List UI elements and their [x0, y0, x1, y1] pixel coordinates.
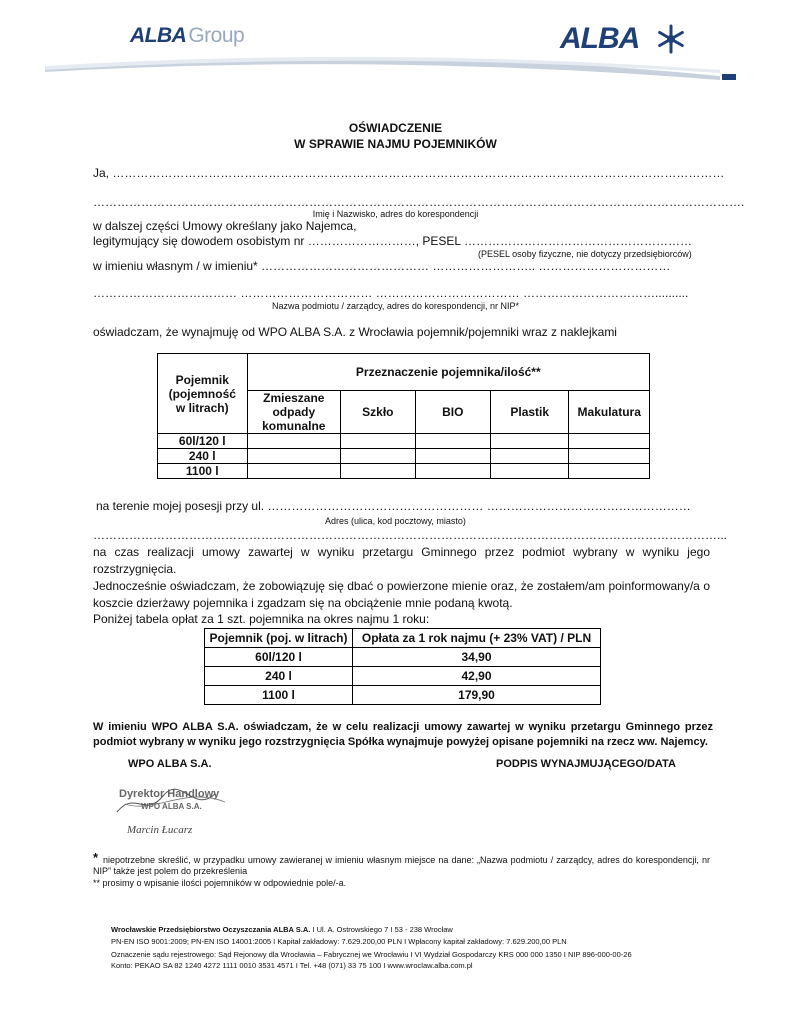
- footer-line-4: Konto: PEKAO SA 82 1240 4272 1111 0010 3531 4571 I Tel. +48 (071) 33 75 100 I www.wroclaw.alba.com.pl: [111, 961, 473, 970]
- document-title: OŚWIADCZENIE: [348, 121, 443, 135]
- note-1: niepotrzebne skreślić, w przypadku umowy zawieranej w imieniu własnym miejsce na dane: „Nazwa podmiotu / zarządcy, adres do korespondencji, nr NIP” także jest polem do przekreślenia: [93, 855, 710, 876]
- footer-address: I Ul. A. Ostrowskiego 7 I 53 - 238 Wrocław: [312, 925, 453, 934]
- fees-header-container: Pojemnik (poj. w litrach): [205, 629, 353, 648]
- stamp-title: Dyrektor Handlowy: [119, 788, 220, 800]
- qty-cell[interactable]: [491, 464, 569, 479]
- alba-group-logo: [130, 24, 244, 48]
- id-pesel-field[interactable]: legitymujący się dowodem osobistym nr ………………………, PESEL …………………………………………………: [93, 234, 692, 248]
- table-row: 1100 l 179,90: [205, 686, 601, 705]
- footer-line-2: PN-EN ISO 9001:2009; PN-EN ISO 14001:2005 I Kapitał zakładowy: 7.629.200,00 PLN I Wpłacony kapitał zakładowy: 7.629.200,00 PLN: [111, 937, 567, 946]
- qty-cell[interactable]: [247, 464, 341, 479]
- table-row: 1100 l: [158, 464, 650, 479]
- fee-table-intro: Poniżej tabela opłat za 1 szt. pojemnika na okres najmu 1 roku:: [93, 612, 430, 626]
- qty-cell[interactable]: [341, 434, 415, 449]
- table-row: 240 l: [158, 449, 650, 464]
- subcol-mixed: Zmieszane odpady komunalne: [247, 391, 341, 434]
- handwritten-signature-icon: [115, 784, 235, 824]
- table-row: 240 l 42,90: [205, 667, 601, 686]
- closing-statement: W imieniu WPO ALBA S.A. oświadczam, że w celu realizacji umowy zawartej w wyniku przetargu Gminnego przez podmiot wybrany w wyniku jego rozstrzygnięcia Spółka wynajmuje powyżej opisane pojemniki na rzecz ww. Najemcy.: [93, 721, 713, 748]
- header-swoosh: [0, 48, 791, 98]
- col-container-header: Pojemnik (pojemność w litrach): [158, 354, 248, 434]
- paragraph-realization: na czas realizacji umowy zawartej w wyniku przetargu Gminnego przez podmiot wybrany w wyniku jego rozstrzygnięcia.: [93, 545, 710, 576]
- table-row: 60l/120 l: [158, 434, 650, 449]
- document-subtitle: W SPRAWIE NAJMU POJEMNIKÓW: [294, 137, 497, 151]
- subcol-bio: BIO: [415, 391, 490, 434]
- qty-cell[interactable]: [415, 449, 490, 464]
- qty-cell[interactable]: [491, 449, 569, 464]
- footer-line-1: [111, 925, 453, 934]
- qty-cell[interactable]: [247, 434, 341, 449]
- name-dots-field[interactable]: ……………………………………………………………………………………………………………………………………………….: [93, 195, 745, 209]
- qty-cell[interactable]: [341, 464, 415, 479]
- fees-table: [204, 628, 601, 705]
- podmiot-dots-field[interactable]: ……………………………… …………………………… ……………………………… ……………………………..........: [93, 286, 689, 300]
- qty-cell[interactable]: [569, 434, 650, 449]
- subcol-paper: Makulatura: [569, 391, 650, 434]
- stamp-name: Marcin Łucarz: [127, 824, 193, 836]
- subcol-glass: Szkło: [341, 391, 415, 434]
- qty-cell[interactable]: [415, 464, 490, 479]
- footer-line-3: Oznaczenie sądu rejestrowego: Sąd Rejonowy dla Wrocławia – Fabrycznej we Wrocławiu I VI Wydział Gospodarczy KRS 000 000 1350 I NIP 896-000-00-26: [111, 950, 632, 959]
- caption-podmiot: Nazwa podmiotu / zarządcy, adres do korespondencji, nr NIP*: [272, 301, 519, 311]
- caption-address: Adres (ulica, kod pocztowy, miasto): [325, 516, 466, 526]
- note-star: *: [93, 850, 99, 865]
- left-signature-label: WPO ALBA S.A.: [128, 758, 212, 770]
- qty-cell[interactable]: [569, 464, 650, 479]
- caption-pesel: (PESEL osoby fizyczne, nie dotyczy przedsiębiorców): [478, 249, 692, 259]
- logo-alba-text: ALBA: [130, 24, 187, 47]
- stamp-company: WPO ALBA S.A.: [141, 802, 202, 811]
- imieniu-field[interactable]: w imieniu własnym / w imieniu* …………………………………… …………………….. ……………………………: [93, 259, 671, 273]
- paragraph-obligation: Jednocześnie oświadczam, że zobowiązuję się dbać o powierzone mienie oraz, że zostałem/am poinformowany/a o koszcie dzierżawy pojemnika i zgadzam się na obciążenie mnie podaną kwotą.: [93, 579, 710, 610]
- qty-cell[interactable]: [341, 449, 415, 464]
- qty-cell[interactable]: [415, 434, 490, 449]
- qty-cell[interactable]: [569, 449, 650, 464]
- footer-company: Wrocławskie Przedsiębiorstwo Oczyszczania ALBA S.A.: [111, 925, 311, 934]
- qty-cell[interactable]: [247, 449, 341, 464]
- logo-group-text: Group: [188, 24, 245, 47]
- caption-name: Imię i Nazwisko, adres do korespondencji: [312, 209, 479, 219]
- declaration-text: oświadczam, że wynajmuję od WPO ALBA S.A. z Wrocławia pojemnik/pojemniki wraz z naklejkami: [93, 325, 617, 339]
- address-field[interactable]: na terenie mojej posesji przy ul. ……………………………………………… ……………………………………………: [96, 499, 691, 513]
- note-2: ** prosimy o wpisanie ilości pojemników w odpowiednie pole/-a.: [93, 878, 347, 888]
- right-signature-label: PODPIS WYNAJMUJĄCEGO/DATA: [496, 758, 676, 770]
- qty-cell[interactable]: [491, 434, 569, 449]
- alba-logo: ALBA: [560, 22, 640, 55]
- subcol-plastic: Plastik: [491, 391, 569, 434]
- ja-field[interactable]: Ja, ………………………………………………………………………………………………………………………………………: [93, 166, 725, 180]
- signature-stamp: [115, 780, 235, 844]
- col-purpose-header: Przeznaczenie pojemnika/ilość**: [247, 354, 649, 391]
- table-row: 60l/120 l 34,90: [205, 648, 601, 667]
- fees-header-fee: Opłata za 1 rok najmu (+ 23% VAT) / PLN: [353, 629, 601, 648]
- address-dots-field[interactable]: …………………………………………………………………………………………………………………………………………...: [93, 528, 728, 542]
- najemca-text: w dalszej części Umowy określany jako Najemca,: [93, 219, 357, 233]
- containers-table: [157, 353, 650, 479]
